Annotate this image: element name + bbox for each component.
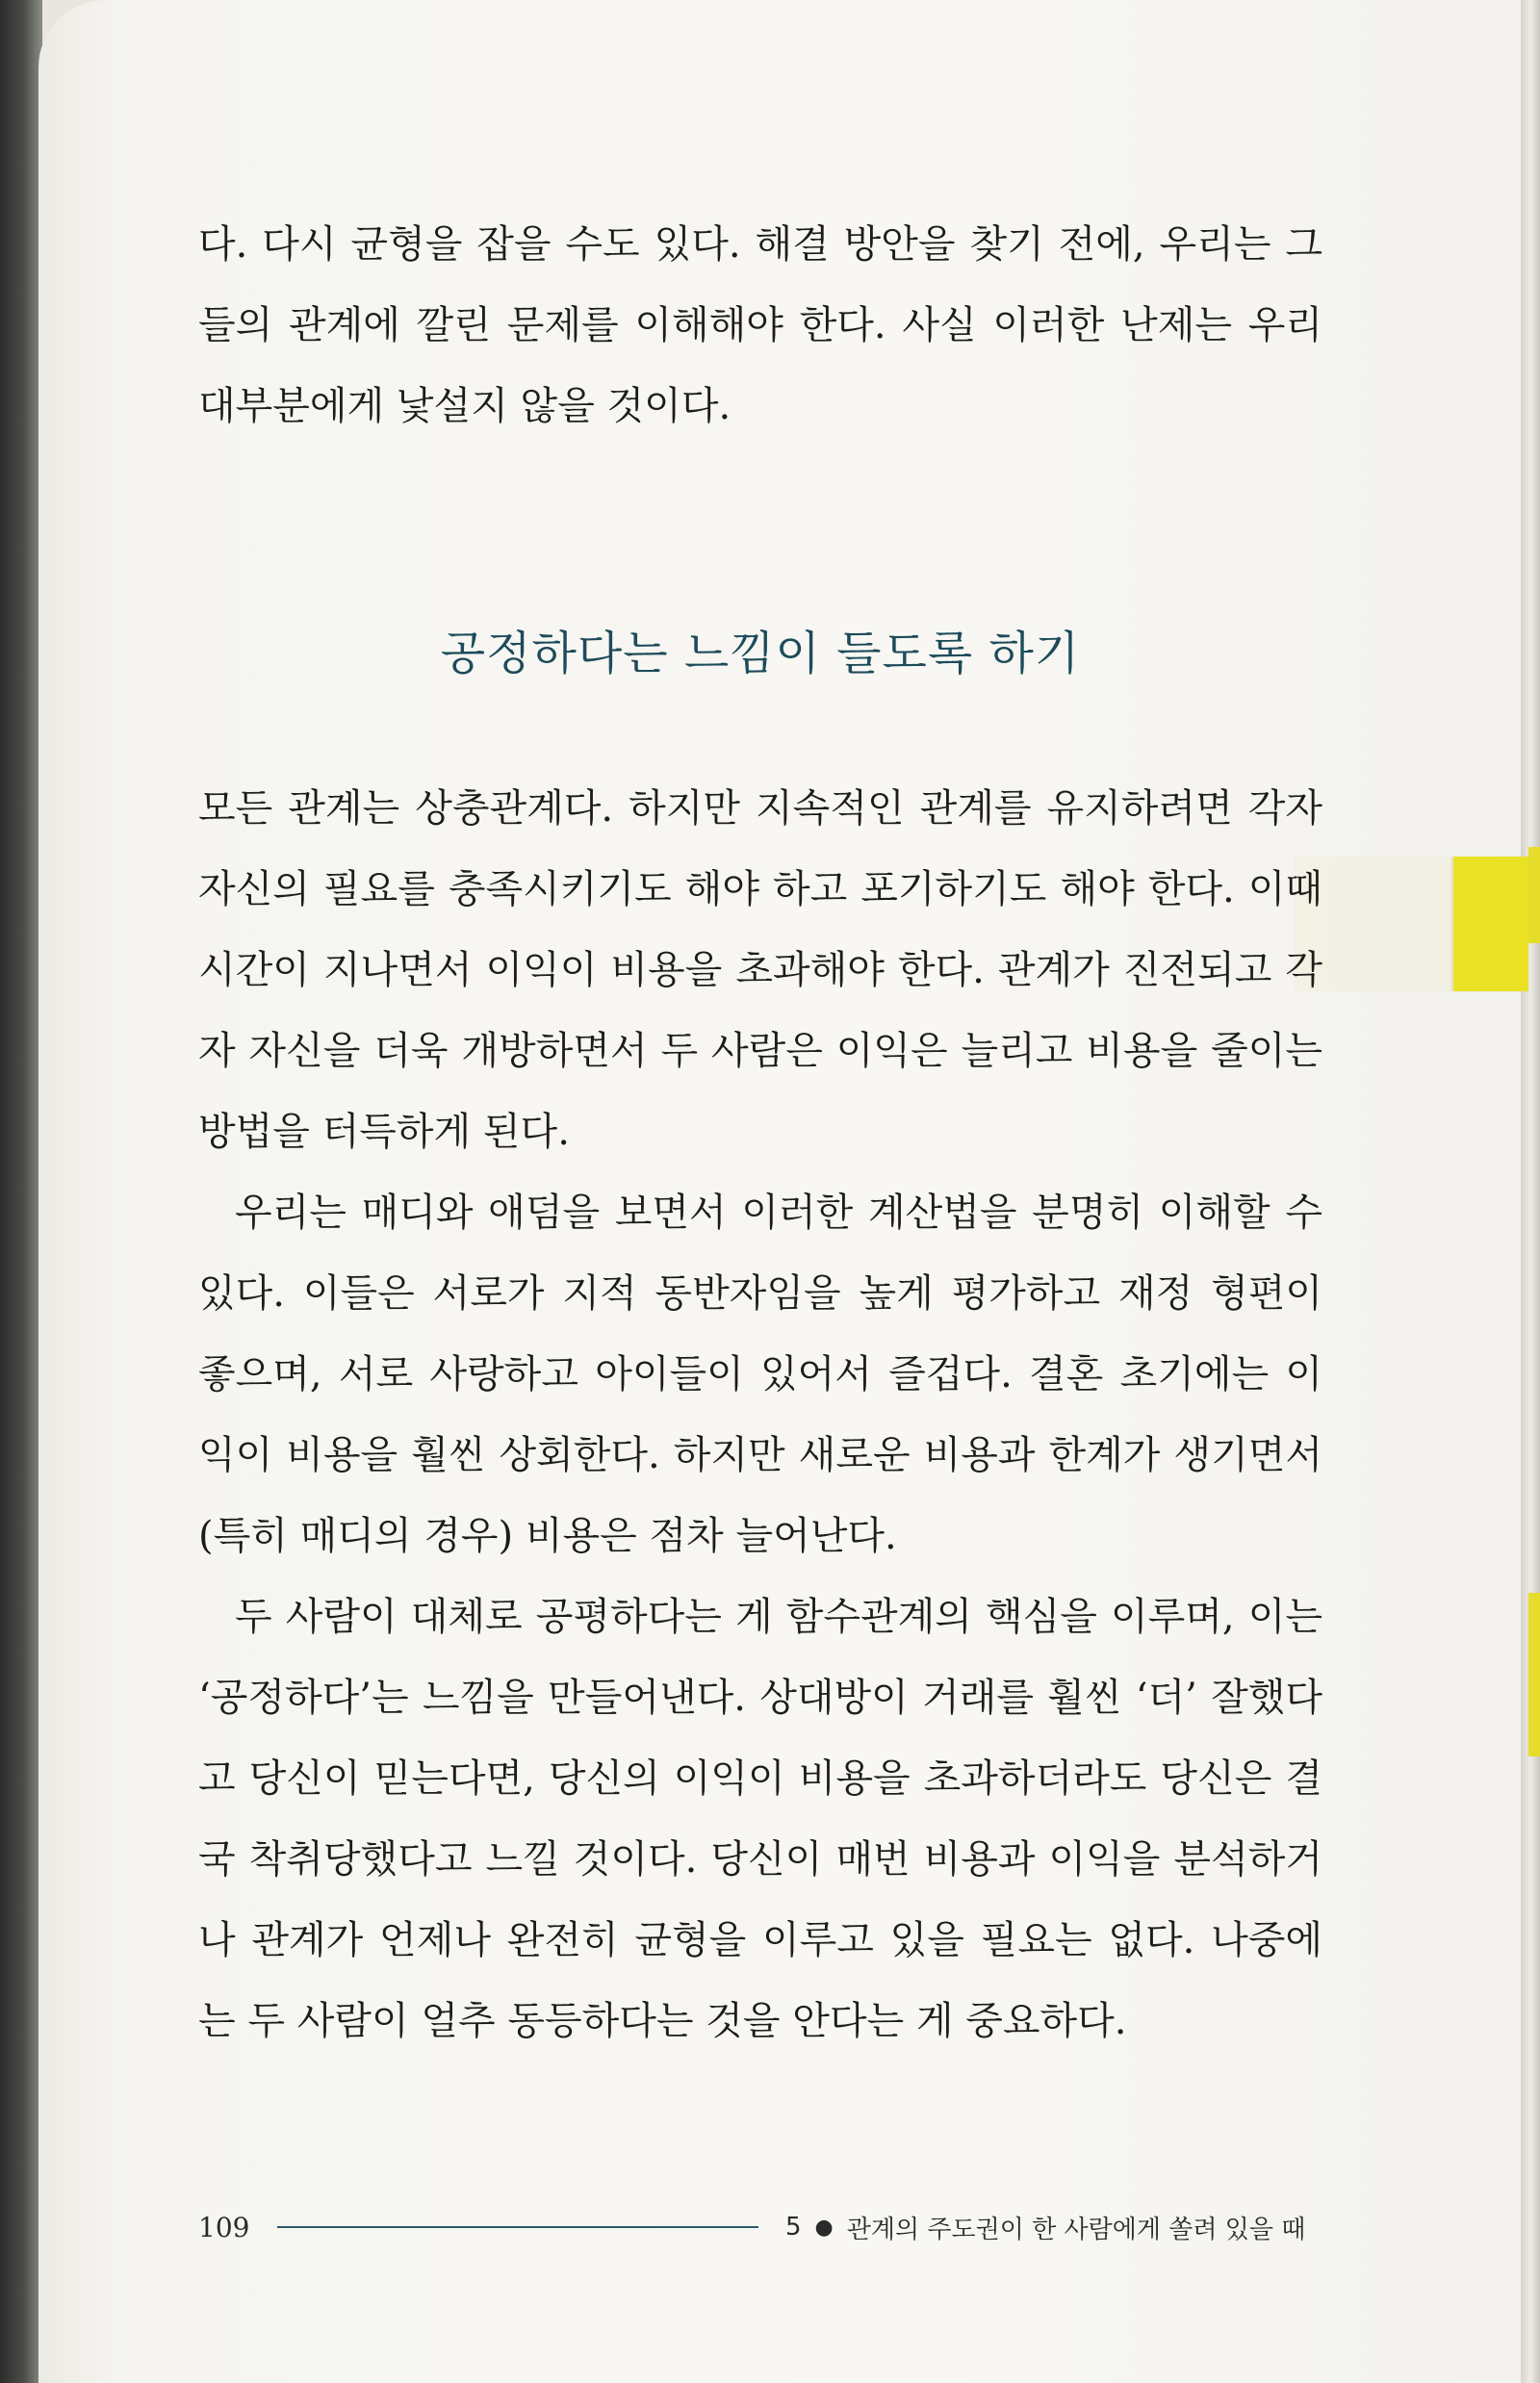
section-heading: 공정하다는 느낌이 들도록 하기 [440, 627, 1081, 680]
sticky-flag-edge [1528, 1593, 1540, 1756]
sticky-flag-edge [1528, 847, 1540, 943]
paragraph-text: 우리는 매디와 애덤을 보면서 이러한 계산법을 분명히 이해할 수 있다. 이들은 서로가 지적 동반자임을 높게 평가하고 재정 형편이 좋으며, 서로 사랑하고 아이들이 있어서 즐겁다. 결혼 초기에는 이익이 비용을 훨씬 상회한다. 하지만 새로운 비용과 한계가 생기면서(특히 매디의 경우) 비용은 점차 늘어난다. [198, 1191, 1322, 1558]
footer-rule [277, 2226, 758, 2228]
chapter-number: 5 [785, 2213, 802, 2242]
opening-paragraph [198, 204, 1322, 447]
bullet-icon: ● [814, 2215, 834, 2240]
paragraph-text: 두 사람이 대체로 공평하다는 게 함수관계의 핵심을 이루며, 이는 ‘공정하다’는 느낌을 만들어낸다. 상대방이 거래를 훨씬 ‘더’ 잘했다고 당신이 믿는다면, 당신의 이익이 비용을 초과하더라도 당신은 결국 착취당했다고 느낄 것이다. 당신이 매번 비용과 이익을 분석하거나 관계가 언제나 완전히 균형을 이루고 있을 필요는 없다. 나중에는 두 사람이 얼추 동등하다는 것을 안다는 게 중요하다. [198, 1595, 1322, 2043]
paragraph-text: 다. 다시 균형을 잡을 수도 있다. 해결 방안을 찾기 전에, 우리는 그들의 관계에 깔린 문제를 이해해야 한다. 사실 이러한 난제는 우리 대부분에게 낯설지 않을 것이다. [198, 222, 1322, 428]
page-number: 109 [198, 2211, 250, 2243]
sticky-note-tab [1453, 857, 1528, 991]
running-header-chapter-title: 관계의 주도권이 한 사람에게 쏠려 있을 때 [846, 2215, 1306, 2244]
section-body [198, 768, 1322, 2062]
paragraph-text: 모든 관계는 상충관계다. 하지만 지속적인 관계를 유지하려면 각자 자신의 필요를 충족시키기도 해야 하고 포기하기도 해야 한다. 이때 시간이 지나면서 이익이 비용을 초과해야 한다. 관계가 진전되고 각자 자신을 더욱 개방하면서 두 사람은 이익은 늘리고 비용을 줄이는 방법을 터득하게 된다. [198, 786, 1322, 1154]
page-footer [198, 2208, 1324, 2246]
page-edge [1521, 0, 1540, 2383]
book-spine [0, 0, 42, 2383]
